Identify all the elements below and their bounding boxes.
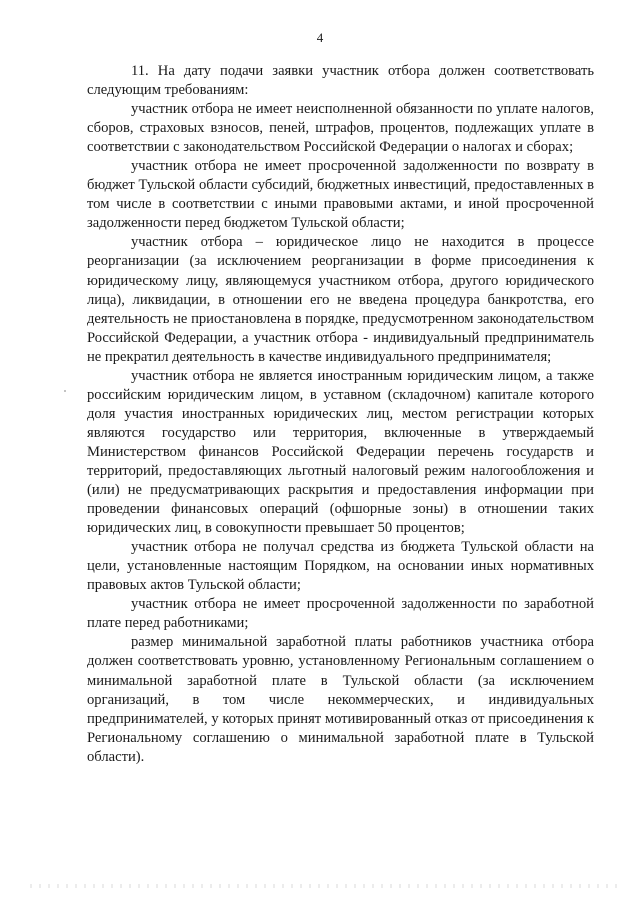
paragraph-tax-obligations: участник отбора не имеет неисполненной обязанности по уплате налогов, сборов, страховых взносов, пеней, штрафов, процентов, подлежащих уплате в соответствии с законодательством Российской Федерации о налогах и сборах; — [87, 101, 594, 156]
paragraph-foreign-entity: участник отбора не является иностранным юридическим лицом, а также российским юридическим лицом, в уставном (складочном) капитале которого доля участия иностранных юридических лиц, местом регистрации которых являются государство или территория, включенные в утверждаемый Министерством финансов Российской Федерации перечень государств и территорий, предоставляющих льготный налоговый режим налогообложения и (или) не предусматривающих раскрытия и предоставления информации при проведении финансовых операций (офшорные зоны) в отношении таких юридических лиц, в совокупности превышает 50 процентов; — [87, 367, 594, 537]
paragraph-clause-11-intro: 11. На дату подачи заявки участник отбора должен соответствовать следующим требованиям: — [87, 63, 594, 99]
paragraph-other-funding: участник отбора не получал средства из бюджета Тульской области на цели, установленные настоящим Порядком, на основании иных нормативных правовых актов Тульской области; — [87, 539, 594, 594]
paragraph-minimum-wage: размер минимальной заработной платы работников участника отбора должен соответствовать уровню, установленному Региональным соглашением о минимальной заработной плате в Тульской области (за исключением организаций, в том числе некоммерческих, и индивидуальных предпринимателей, у которых принят мотивированный отказ от присоединения к Региональному соглашению о минимальной заработной плате в Тульской области). — [87, 634, 594, 765]
paragraph-wage-arrears: участник отбора не имеет просроченной задолженности по заработной плате перед работниками; — [87, 596, 594, 632]
paragraph-budget-debt: участник отбора не имеет просроченной задолженности по возврату в бюджет Тульской области субсидий, бюджетных инвестиций, предоставленных в том числе в соответствии с иными правовыми актами, и иной просроченной задолженности перед бюджетом Тульской области; — [87, 158, 594, 232]
scan-artifact-bottom-edge — [30, 884, 620, 888]
page-number: 4 — [316, 30, 324, 45]
paragraph-reorganization: участник отбора – юридическое лицо не находится в процессе реорганизации (за исключением реорганизации в форме присоединения к юридическому лицу, являющемуся участником отбора, другого юридического лица), ликвидации, в отношении его не введена процедура банкротства, его деятельность не приостановлена в порядке, предусмотренном законодательством Российской Федерации, а участник отбора - индивидуальный предприниматель не прекратил деятельность в качестве индивидуального предпринимателя; — [87, 234, 594, 365]
scan-artifact-dot — [64, 390, 66, 392]
document-body — [87, 62, 594, 767]
